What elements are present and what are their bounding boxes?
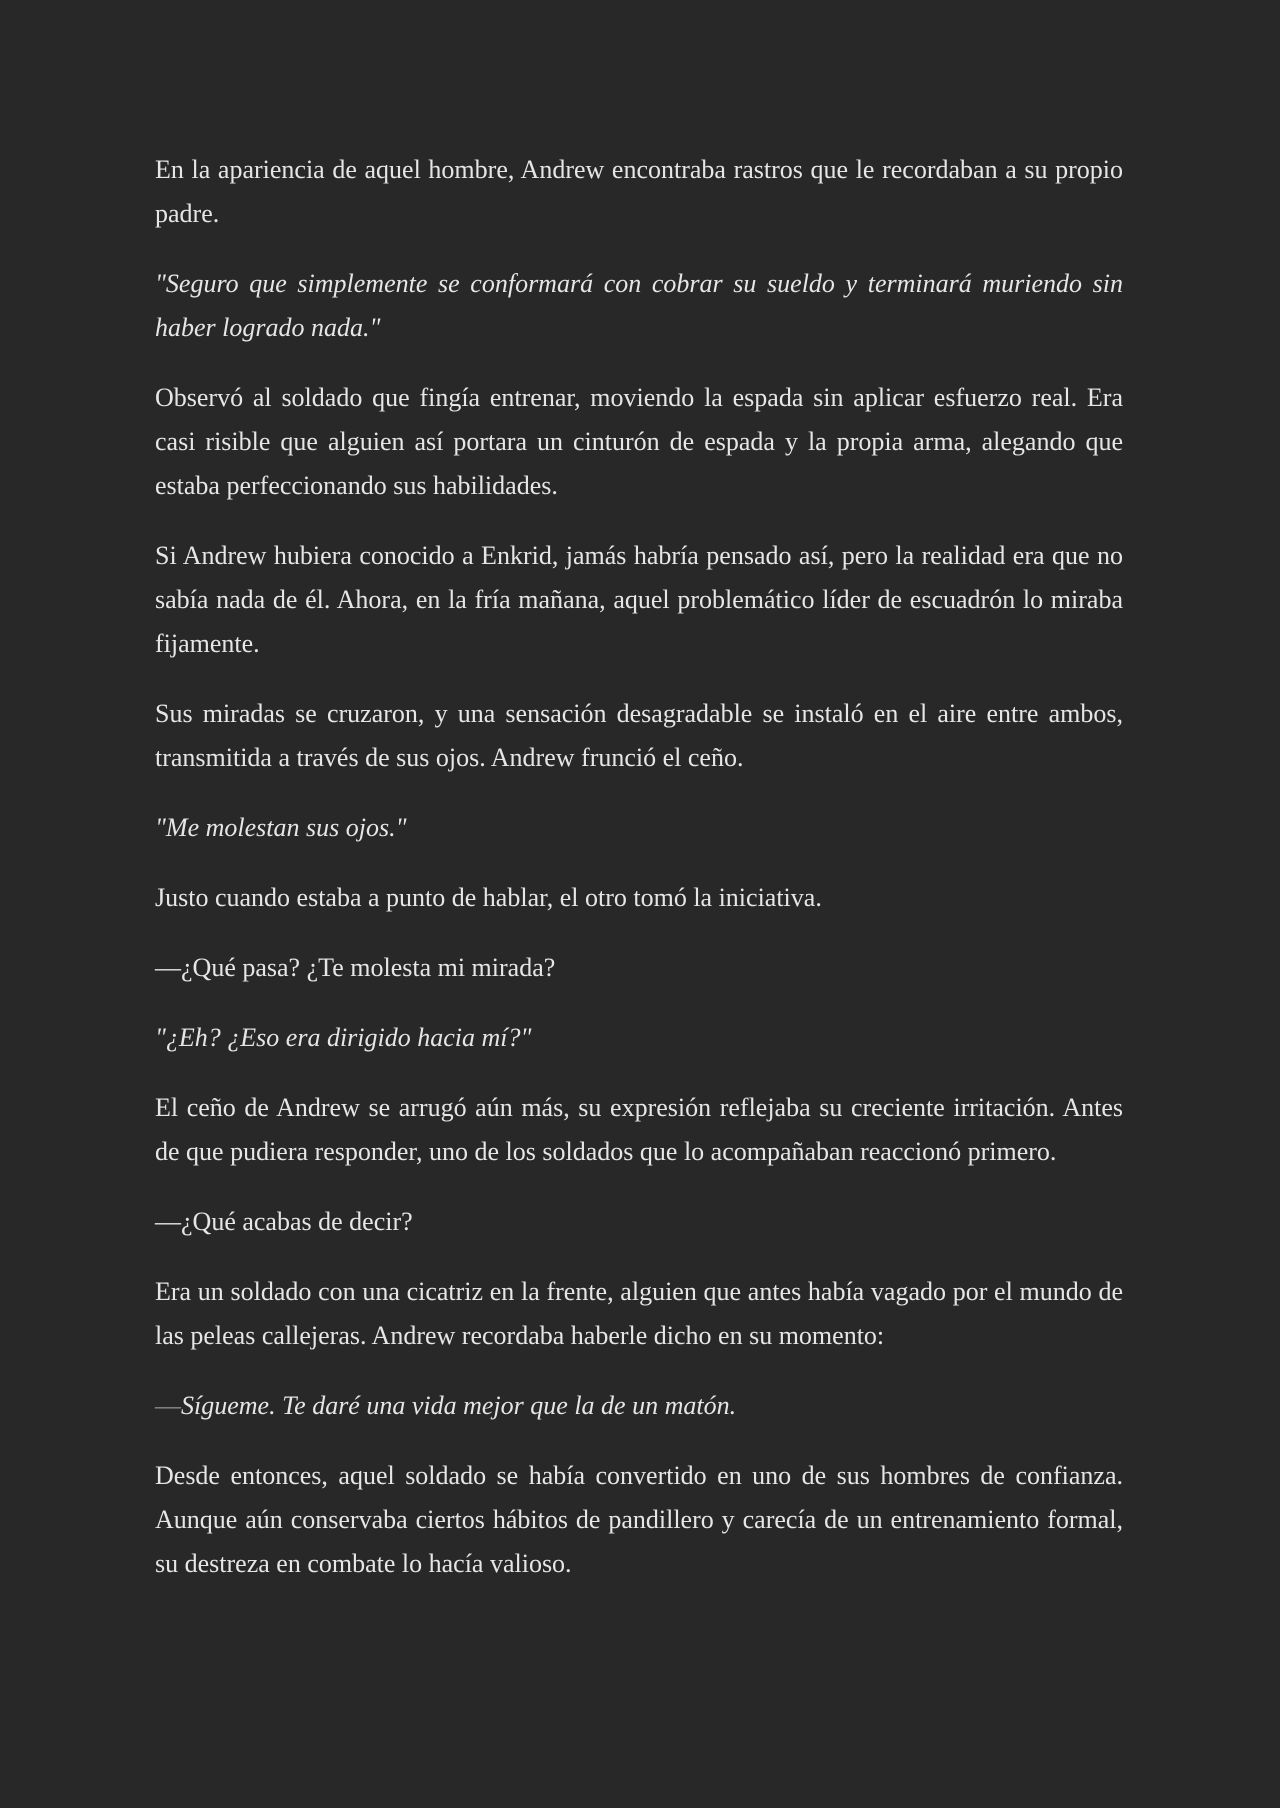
paragraph-3: Observó al soldado que fingía entrenar, moviendo la espada sin aplicar esfuerzo real. Era casi risible que alguien así portara un cinturón de espada y la propia arma, alegando que estaba perfeccionando sus habilidades. — [155, 383, 1123, 500]
paragraph-14: Desde entonces, aquel soldado se había convertido en uno de sus hombres de confianza. Aunque aún conservaba ciertos hábitos de pandillero y carecía de un entrenamiento formal, su destreza en combate lo hacía valioso. — [155, 1461, 1123, 1578]
paragraph-13-recalled-dialogue — [155, 1384, 1123, 1428]
paragraph-2-thought: "Seguro que simplemente se conformará con cobrar su sueldo y terminará muriendo sin haber logrado nada." — [155, 269, 1123, 342]
paragraph-8-dialogue: —¿Qué pasa? ¿Te molesta mi mirada? — [155, 953, 556, 982]
paragraph-4: Si Andrew hubiera conocido a Enkrid, jamás habría pensado así, pero la realidad era que no sabía nada de él. Ahora, en la fría mañana, aquel problemático líder de escuadrón lo miraba fijamente. — [155, 541, 1123, 658]
recalled-dialogue-text: Sígueme. Te daré una vida mejor que la de un matón. — [181, 1391, 737, 1420]
paragraph-7: Justo cuando estaba a punto de hablar, el otro tomó la iniciativa. — [155, 883, 822, 912]
chapter-text — [155, 148, 1123, 1612]
paragraph-5: Sus miradas se cruzaron, y una sensación desagradable se instaló en el aire entre ambos, transmitida a través de sus ojos. Andrew frunció el ceño. — [155, 699, 1123, 772]
paragraph-10: El ceño de Andrew se arrugó aún más, su expresión reflejaba su creciente irritación. Antes de que pudiera responder, uno de los soldados que lo acompañaban reaccionó primero. — [155, 1093, 1123, 1166]
paragraph-9-thought: "¿Eh? ¿Eso era dirigido hacia mí?" — [155, 1023, 532, 1052]
paragraph-11-dialogue: —¿Qué acabas de decir? — [155, 1207, 413, 1236]
paragraph-1: En la apariencia de aquel hombre, Andrew encontraba rastros que le recordaban a su propio padre. — [155, 155, 1123, 228]
paragraph-12: Era un soldado con una cicatriz en la frente, alguien que antes había vagado por el mundo de las peleas callejeras. Andrew recordaba haberle dicho en su momento: — [155, 1277, 1123, 1350]
paragraph-6-thought: "Me molestan sus ojos." — [155, 813, 407, 842]
dialogue-dash: — — [155, 1391, 181, 1420]
